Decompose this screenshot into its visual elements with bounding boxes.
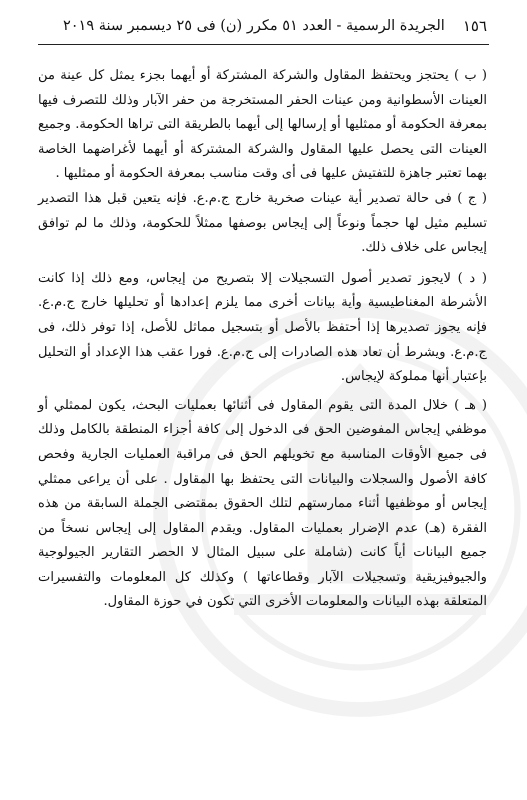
clause-b: ( ب ) يحتجز ويحتفظ المقاول والشركة المشتركة أو أيهما بجزء يمثل كل عينة من العينات الأسطوانية ومن عينات الحفر المستخرجة من حفر الآبار وذلك للتصرف فيها بمعرفة الحكومة أو ممثليها أو إرسالها إلى أيهما بالطريقة التى تراها الحكومة. وجميع العينات التى يحصل عليها المقاول والشركة المشتركة أو أيهما لأغراضهما الخاصة بهما تعتبر جاهزة للتفتيش عليها فى أى وقت مناسب بمعرفة الحكومة أو ممثليها . [38, 68, 487, 182]
clause-c: ( ج ) فى حالة تصدير أية عينات صخرية خارج ج.م.ع. فإنه يتعين قبل هذا التصدير تسليم مثيل لها حجماً ونوعاً إلى إيجاس بوصفها ممثلاً للحكومة، وذلك ما لم توافق إيجاس على خلاف ذلك. [38, 190, 487, 256]
header-divider [38, 44, 489, 45]
gazette-title: الجريدة الرسمية - العدد ٥١ مكرر (ن) فى ٢٥ ديسمبر سنة ٢٠١٩ [62, 18, 445, 34]
page-header [40, 14, 487, 38]
clause-e: ( هـ ) خلال المدة التى يقوم المقاول فى أثنائها بعمليات البحث، يكون لممثلي أو موظفي إيجاس المفوضين الحق فى الدخول إلى كافة أجزاء المنطقة بالكامل وذلك فى جميع الأوقات المناسبة مع تخويلهم الحق فى مراقبة العمليات الجارية وفحص كافة الأصول والسجلات والبيانات التى يحتفظ بها المقاول . على أن يراعى ممثلي إيجاس أو موظفيها أثناء ممارستهم لتلك الحقوق بمقتضى الجملة السابقة من هذه الفقرة (هـ) عدم الإضرار بعمليات المقاول. ويقدم المقاول إلى إيجاس نسخاً من جميع البيانات أياً كانت (شاملة على سبيل المثال لا الحصر التقارير الجيولوجية والجيوفيزيقية وتسجيلات الآبار وقطاعاتها ) وكذلك كل المعلومات والتفسيرات المتعلقة بهذه البيانات والمعلومات الأخرى التي تكون في حوزة المقاول. [38, 397, 487, 610]
document-body [38, 64, 487, 615]
page-number: ١٥٦ [462, 17, 487, 35]
clause-d: ( د ) لايجوز تصدير أصول التسجيلات إلا بتصريح من إيجاس، ومع ذلك إذا كانت الأشرطة المغناطيسية وأية بيانات أخرى مما يلزم إعدادها أو تحليلها خارج ج.م.ع. فإنه يجوز تصديرها إذا أحتفظ بالأصل أو بتسجيل مماثل للأصل، إذا توفر ذلك، فى ج.م.ع. ويشرط أن تعاد هذه الصادرات إلى ج.م.ع. فورا عقب هذا الإعداد أو التحليل بإعتبار أنها مملوكة لإيجاس. [38, 270, 487, 385]
